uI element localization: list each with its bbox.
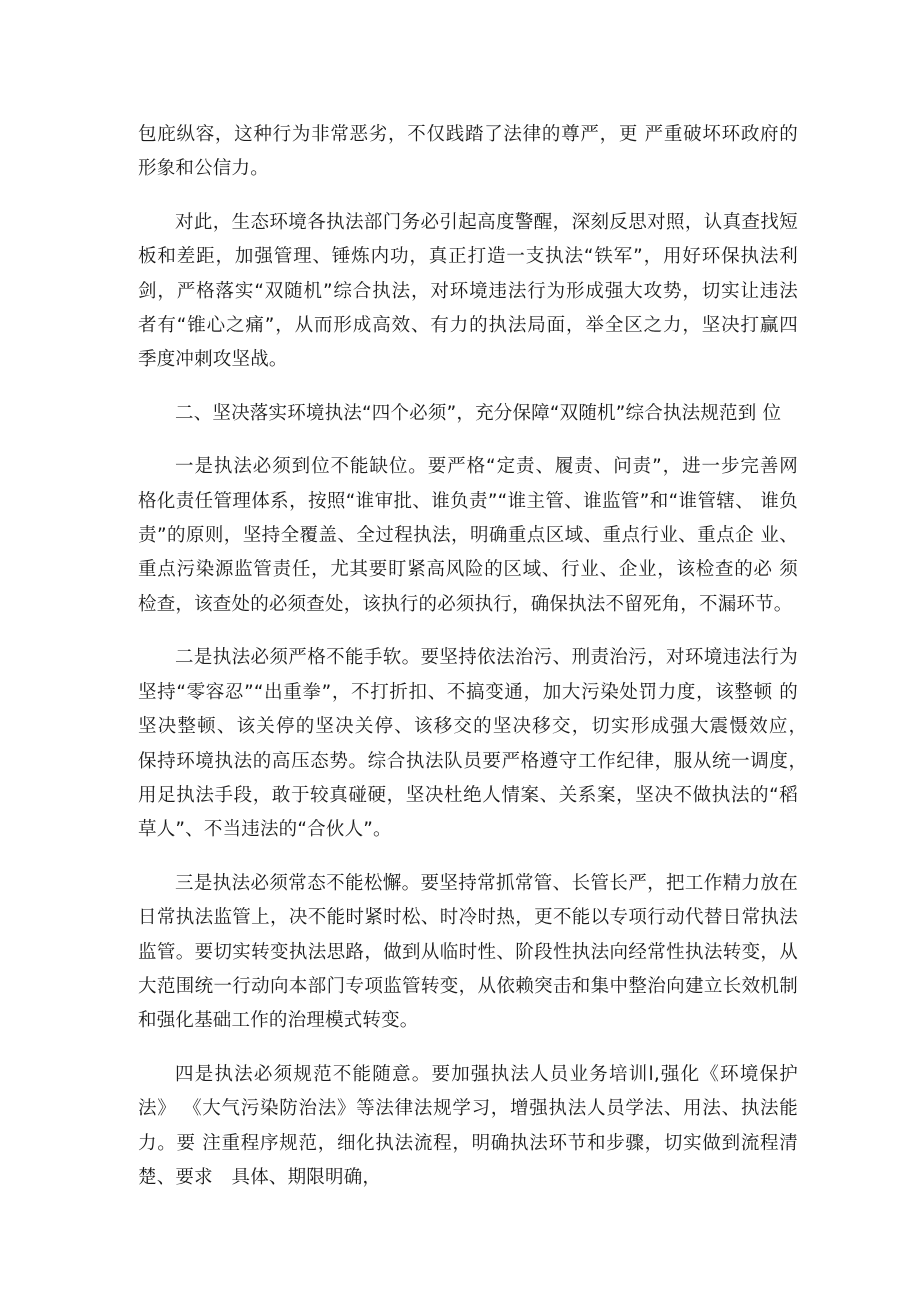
- paragraph-point-two: 二是执法必须严格不能手软。要坚持依法治污、刑责治污，对环境违法行为 坚持“零容忍”“出重拳”，不打折扣、不搞变通，加大污染处罚力度，该整顿 的坚决整顿、该关停的坚决关停、该移交的坚决移交，切实形成强大震慑效应， 保持环境执法的高压态势。综合执法队员要严格遵守工作纪律，服从统一调度， 用足执法手段，敢于较真碰硬，坚决杜绝人情案、关系案，坚决不做执法的“稻 草人”、不当违法的“合伙人”。: [138, 647, 817, 841]
- paragraph-continuation: 包庇纵容，这种行为非常恶劣，不仅践踏了法律的尊严，更 严重破坏环政府的形象和公信力。: [138, 124, 798, 180]
- section-heading-two: 二、坚决落实环境执法“四个必须”，充分保障“双随机”综合执法规范到 位: [175, 402, 782, 424]
- paragraph-response: 对此，生态环境各执法部门务必引起高度警醒，深刻反思对照，认真查找短 板和差距，加强管理、锤炼内功，真正打造一支执法“铁军”，用好环保执法利 剑，严格落实“双随机”综合执法，对环境违法行为形成强大攻势，切实让违法 者有“锥心之痛”，从而形成高效、有力的执法局面，举全区之力，坚决打赢四 季度冲刺攻坚战。: [138, 211, 823, 371]
- paragraph-point-four: 四是执法必须规范不能随意。要加强执法人员业务培训l,强化《环境保护法》 《大气污染防治法》等法律法规学习，增强执法人员学法、用法、执法能力。要 注重程序规范，细化执法流程，明确执法环节和步骤，切实做到流程清楚、要求 具体、期限明确，: [138, 1063, 798, 1188]
- document-body: [138, 118, 823, 1195]
- paragraph-point-three: 三是执法必须常态不能松懈。要坚持常抓常管、长管长严，把工作精力放在 日常执法监管上，决不能时紧时松、时冷时热，更不能以专项行动代替日常执法 监管。要切实转变执法思路，做到从临时性、阶段性执法向经常性执法转变，从 大范围统一行动向本部门专项监管转变，从依赖突击和集中整治向建立长效机制 和强化基础工作的治理模式转变。: [138, 872, 823, 1032]
- paragraph-point-one: 一是执法必须到位不能缺位。要严格“定责、履责、问责”，进一步完善网 格化责任管理体系，按照“谁审批、谁负责”“谁主管、谁监管”和“谁管辖、 谁负责”的原则，坚持全覆盖、全过程执法，明确重点区域、重点行业、重点企 业、重点污染源监管责任，尤其要盯紧高风险的区域、行业、企业，该检查的必 须检查，该查处的必须查处，该执行的必须执行，确保执法不留死角，不漏环节。: [138, 456, 798, 615]
